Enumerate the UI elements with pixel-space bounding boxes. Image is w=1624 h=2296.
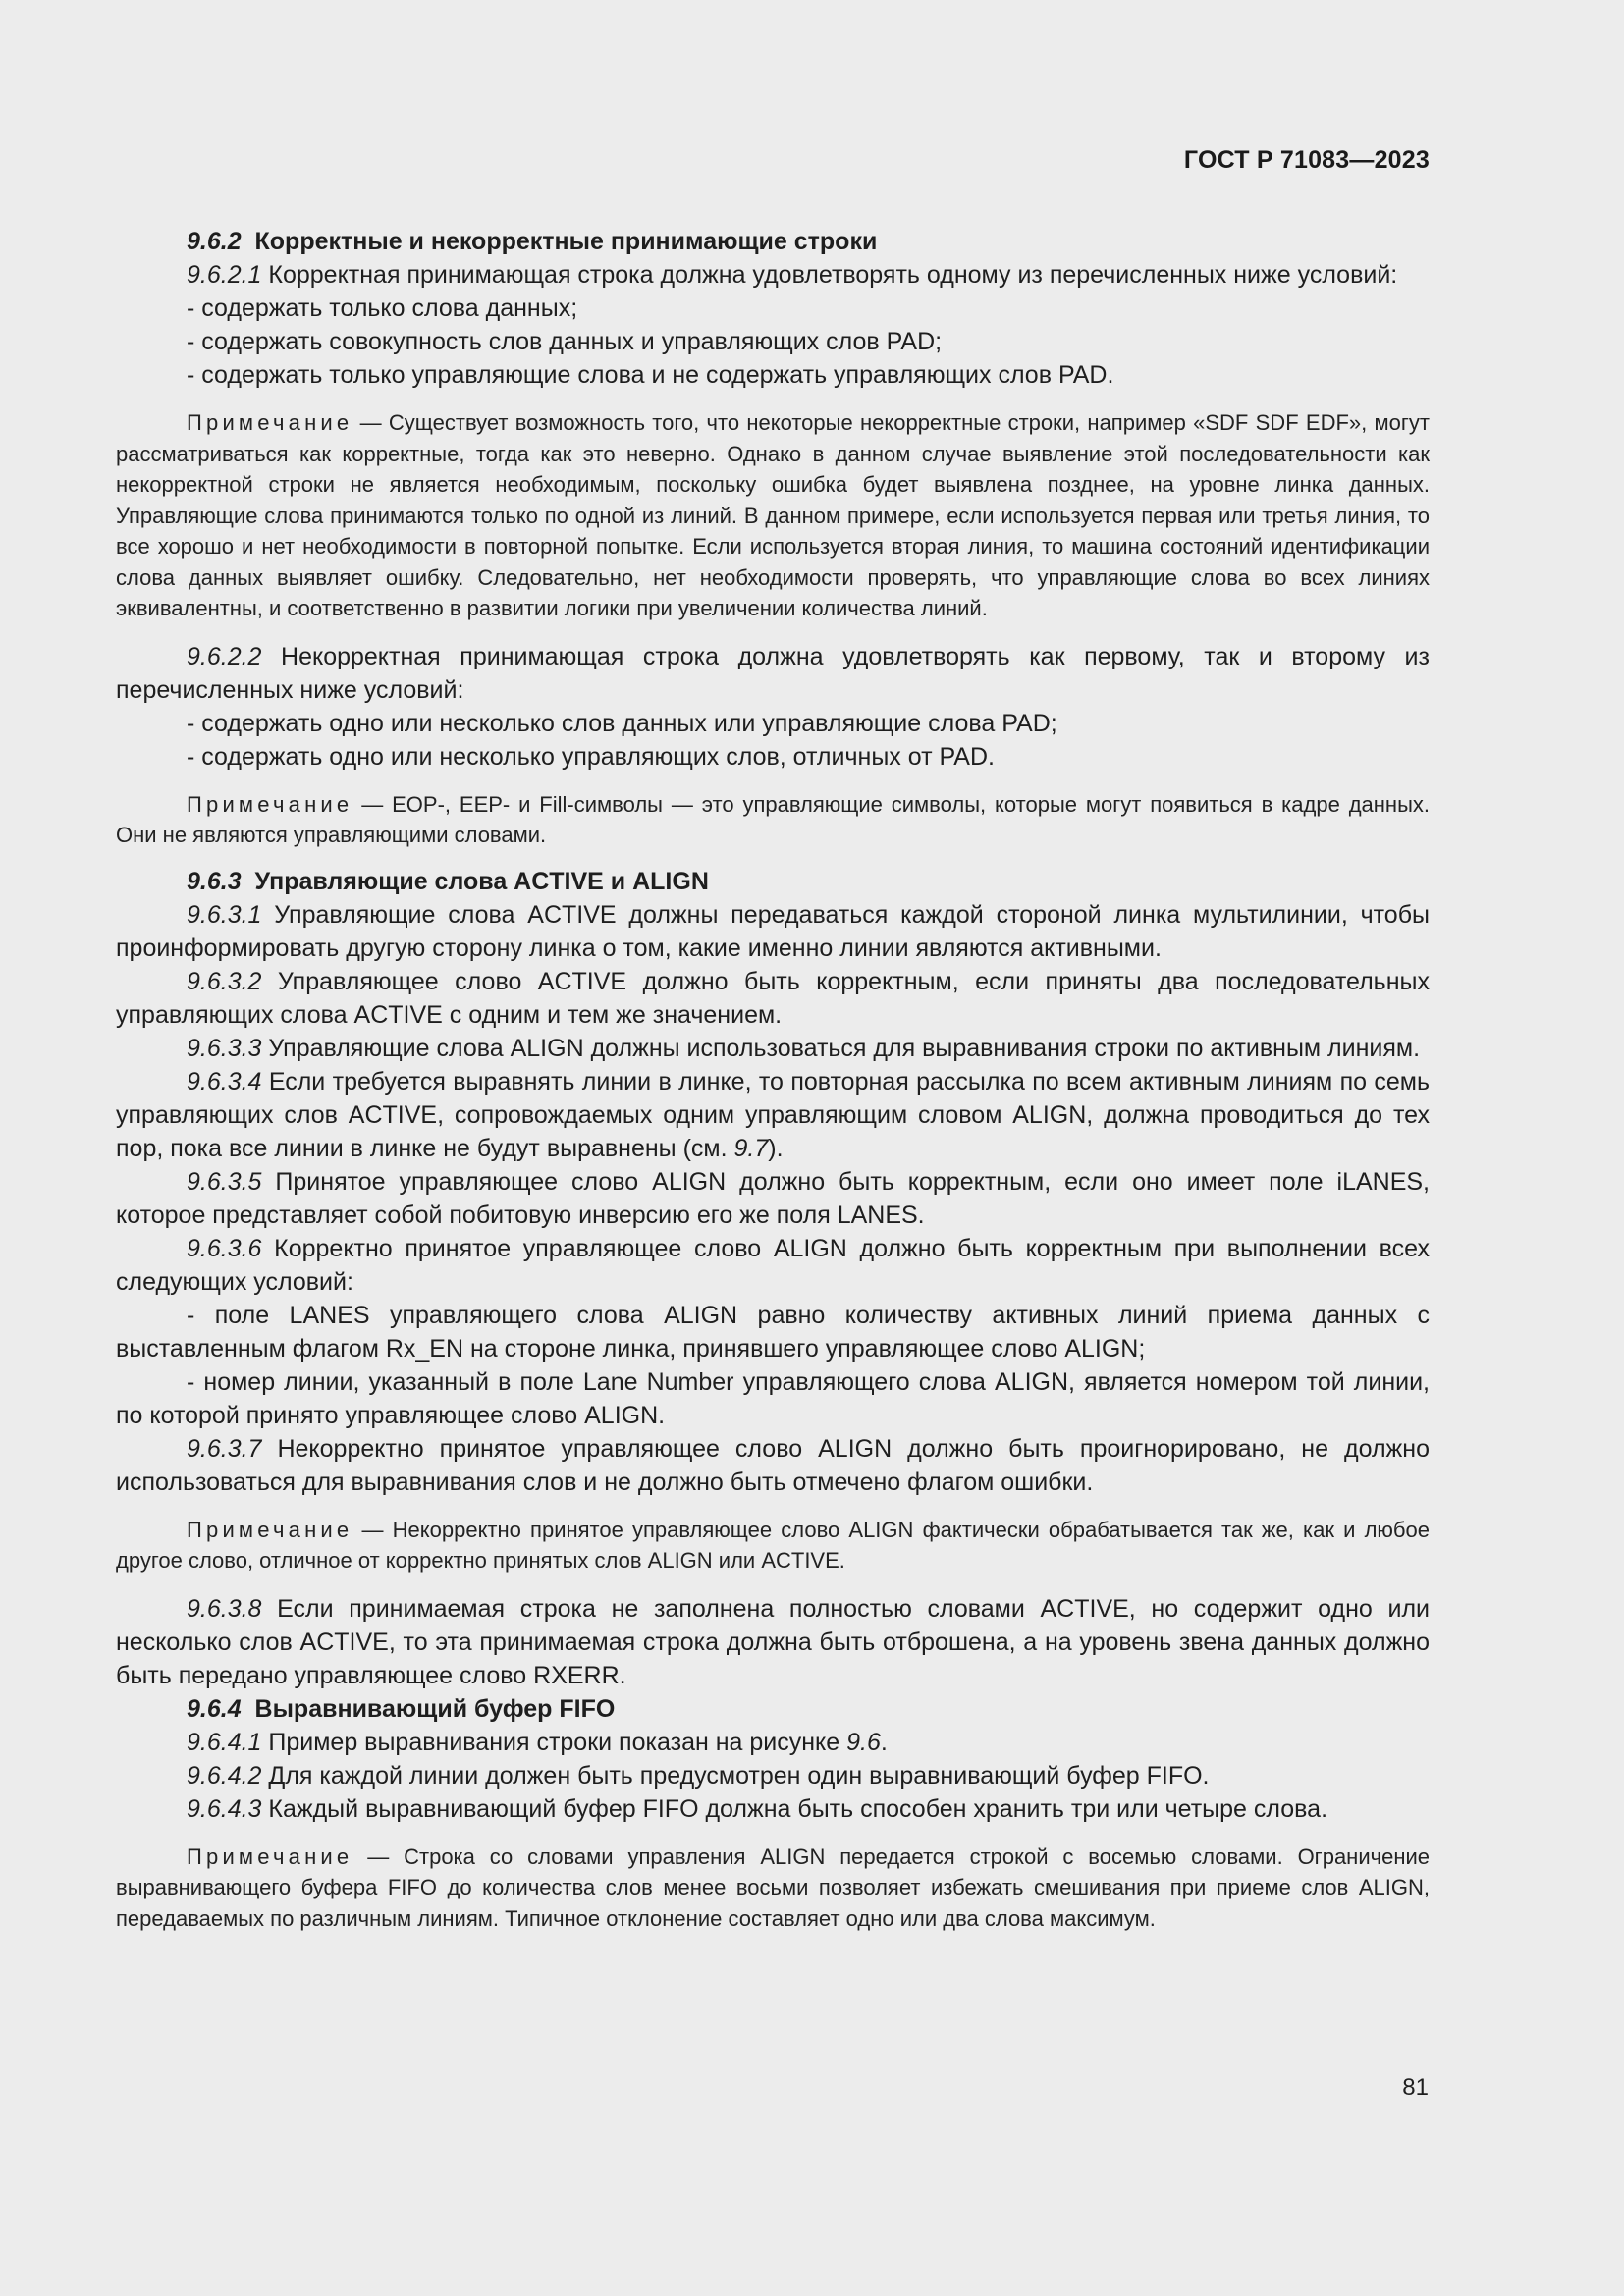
list-item: - номер линии, указанный в поле Lane Number управляющего слова ALIGN, является номером той линии, по которой принято управляющее слово ALIGN. [116,1367,1430,1429]
list-item: - содержать только управляющие слова и не содержать управляющих слов PAD. [187,361,1114,389]
section-title: Управляющие слова ACTIVE и ALIGN [254,867,709,895]
list-item: - содержать совокупность слов данных и управляющих слов PAD; [187,328,943,355]
section-title: Корректные и некорректные принимающие строки [254,228,878,255]
paragraph-9-6-3-7: 9.6.3.7 Некорректно принятое управляющее слово ALIGN должно быть проигнорировано, не должно использоваться для выравнивания слов и не должно быть отмечено флагом ошибки. [116,1434,1430,1496]
section-heading-9-6-3: 9.6.3 Управляющие слова ACTIVE и ALIGN [187,867,709,895]
document-code: ГОСТ Р 71083—2023 [1183,146,1430,174]
note-2: Примечание — EOP-, EEP- и Fill-символы — это управляющие символы, которые могут появиться в кадре данных. Они не являются управляющими словами. [116,791,1430,847]
paragraph-9-6-3-1: 9.6.3.1 Управляющие слова ACTIVE должны передаваться каждой стороной линка мультилинии, чтобы проинформировать другую сторону линка о том, какие именно линии являются активными. [116,900,1430,962]
paragraph-9-6-4-1: 9.6.4.1 Пример выравнивания строки показан на рисунке 9.6. [187,1728,888,1756]
section-heading-9-6-2: 9.6.2 Корректные и некорректные принимающие строки [187,228,878,255]
note-4: Примечание — Строка со словами управления ALIGN передается строкой с восемью словами. Ограничение выравнивающего буфера FIFO до количества слов менее восьми позволяет избежать смешивания при приеме слов ALIGN, передаваемых по различным линиям. Типичное отклонение составляет одно или два слова максимум. [116,1843,1430,1931]
paragraph-9-6-3-8: 9.6.3.8 Если принимаемая строка не заполнена полностью словами ACTIVE, но содержит одно или несколько слов ACTIVE, то эта принимаемая строка должна быть отброшена, а на уровень звена данных должно быть передано управляющее слово RXERR. [116,1594,1430,1689]
paragraph-9-6-3-5: 9.6.3.5 Принятое управляющее слово ALIGN должно быть корректным, если оно имеет поле iLANES, которое представляет собой побитовую инверсию его же поля LANES. [116,1167,1431,1229]
section-heading-9-6-4: 9.6.4 Выравнивающий буфер FIFO [187,1694,616,1723]
page-content [116,225,1430,1934]
paragraph-9-6-4-2: 9.6.4.2 Для каждой линии должен быть предусмотрен один выравнивающий буфер FIFO. [187,1761,1210,1789]
paragraph-9-6-2-2: 9.6.2.2 Некорректная принимающая строка должна удовлетворять как первому, так и второму из перечисленных ниже условий: [116,642,1430,704]
cross-reference: 9.7 [733,1134,769,1162]
list-item: - содержать одно или несколько управляющих слов, отличных от PAD. [187,742,995,771]
paragraph-9-6-3-6: 9.6.3.6 Корректно принятое управляющее слово ALIGN должно быть корректным при выполнении всех следующих условий: [116,1234,1431,1296]
paragraph-9-6-4-3: 9.6.4.3 Каждый выравнивающий буфер FIFO должна быть способен хранить три или четыре слова. [187,1794,1328,1823]
page-number: 81 [1402,2074,1429,2101]
paragraph-9-6-3-2: 9.6.3.2 Управляющее слово ACTIVE должно быть корректным, если приняты два последовательных управляющих слова ACTIVE с одним и тем же значением. [116,967,1430,1029]
note-1: Примечание — Существует возможность того, что некоторые некорректные строки, например «SDF SDF EDF», могут рассматриваться как корректные, тогда как это неверно. Однако в данном случае выявление этой последовательности как некорректной строки не является необходимым, поскольку ошибка будет выявлена позднее, на уровне линка данных. Управляющие слова принимаются только по одной из линий. В данном примере, если используется первая или третья линия, то все хорошо и нет необходимости в повторной попытке. Если используется вторая линия, то машина состояний идентификации слова данных выявляет ошибку. Следовательно, нет необходимости проверять, что управляющие слова во всех линиях эквивалентны, и соответственно в развитии логики при увеличении количества линий. [116,410,1430,620]
list-item: - содержать только слова данных; [187,294,578,322]
list-item: - поле LANES управляющего слова ALIGN равно количеству активных линий приема данных с выставленным флагом Rx_EN на стороне линка, принявшего управляющее слово ALIGN; [116,1301,1430,1362]
note-3: Примечание — Некорректно принятое управляющее слово ALIGN фактически обрабатывается так же, как и любое другое слово, отличное от корректно принятых слов ALIGN или ACTIVE. [116,1517,1430,1573]
paragraph-9-6-2-1: 9.6.2.1 Корректная принимающая строка должна удовлетворять одному из перечисленных ниже условий: [187,261,1398,289]
paragraph-9-6-3-3: 9.6.3.3 Управляющие слова ALIGN должны использоваться для выравнивания строки по активным линиям. [187,1034,1421,1062]
list-item: - содержать одно или несколько слов данных или управляющие слова PAD; [187,709,1057,737]
paragraph-9-6-3-4: 9.6.3.4 Если требуется выравнять линии в линке, то повторная рассылка по всем активным линиям по семь управляющих слов ACTIVE, сопровождаемых одним управляющим словом ALIGN, должна проводиться до тех пор, пока все линии в линке не будут выравнены (см. 9.7). [116,1067,1430,1162]
cross-reference: 9.6 [846,1728,881,1756]
section-title: Выравнивающий буфер FIFO [254,1694,616,1723]
